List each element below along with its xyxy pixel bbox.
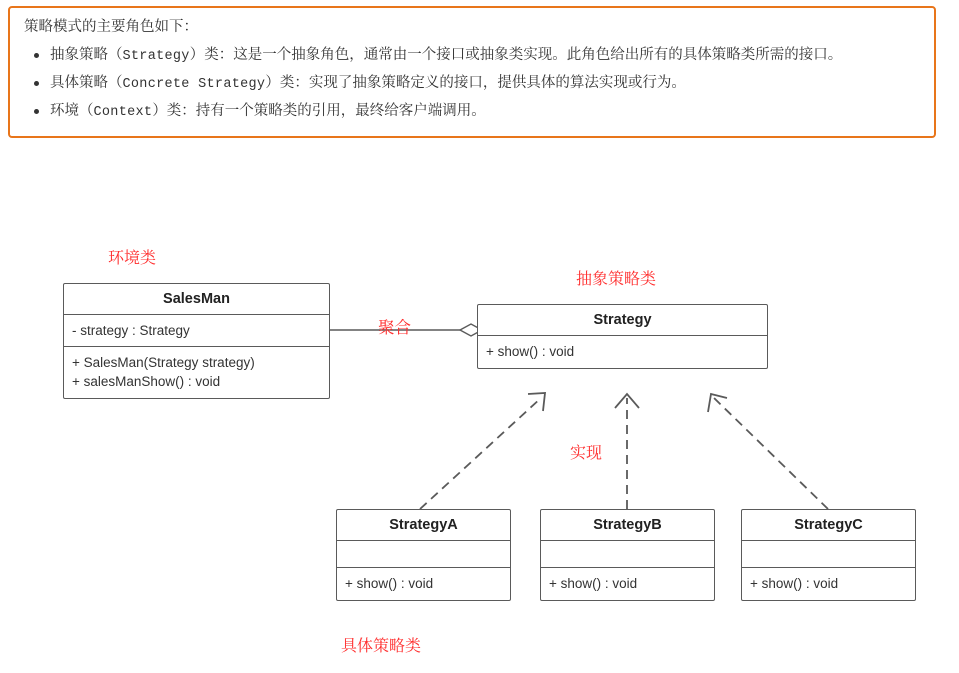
uml-class-diagram (0, 228, 959, 673)
role-code-text: Context (93, 105, 153, 120)
role-prefix-text: 具体策略（ (50, 75, 123, 91)
annotation-concrete-strategy-label: 具体策略类 (341, 638, 422, 655)
role-prefix-text: 抽象策略（ (50, 47, 123, 63)
role-suffix-text: ）类：持有一个策略类的引用，最终给客户端调用。 (152, 103, 486, 119)
class-name: Strategy (478, 305, 767, 336)
role-code-text: Concrete Strategy (122, 77, 266, 92)
class-operations (742, 568, 915, 600)
annotation-context-label: 环境类 (108, 250, 157, 267)
uml-class-strategy (477, 304, 768, 369)
roles-callout-box (8, 6, 936, 138)
class-operations (64, 347, 329, 398)
attribute-row: - strategy : Strategy (72, 323, 190, 338)
list-item (48, 70, 922, 98)
annotation-abstract-strategy-label: 抽象策略类 (576, 271, 657, 288)
class-name: StrategyA (337, 510, 510, 541)
list-item (48, 42, 922, 70)
role-code-text: Strategy (122, 49, 190, 64)
uml-class-strategyb (540, 509, 715, 601)
realization-connector-c (708, 394, 828, 509)
class-attributes (742, 541, 915, 568)
operation-row: + SalesMan(Strategy strategy) (72, 355, 255, 370)
realization-connector-a (420, 393, 545, 509)
class-name: StrategyC (742, 510, 915, 541)
operation-row: + show() : void (750, 576, 839, 591)
class-operations (478, 336, 767, 368)
operation-row: + show() : void (549, 576, 638, 591)
realization-connector-b (615, 394, 639, 509)
uml-class-salesman (63, 283, 330, 399)
class-operations (541, 568, 714, 600)
callout-intro-text: 策略模式的主要角色如下： (24, 19, 198, 35)
class-name: StrategyB (541, 510, 714, 541)
uml-class-strategya (336, 509, 511, 601)
class-attributes (64, 315, 329, 347)
operation-row: + show() : void (345, 576, 434, 591)
role-prefix-text: 环境（ (50, 103, 94, 119)
class-operations (337, 568, 510, 600)
operation-row: + show() : void (486, 344, 575, 359)
role-suffix-text: ）类：这是一个抽象角色，通常由一个接口或抽象类实现。此角色给出所有的具体策略类所需的接口。 (189, 47, 843, 63)
class-attributes (337, 541, 510, 568)
class-attributes (541, 541, 714, 568)
uml-class-strategyc (741, 509, 916, 601)
roles-list (22, 42, 922, 126)
role-suffix-text: ）类：实现了抽象策略定义的接口，提供具体的算法实现或行为。 (265, 75, 686, 91)
list-item (48, 98, 922, 126)
annotation-realize-label: 实现 (570, 445, 603, 462)
operation-row: + salesManShow() : void (72, 374, 221, 389)
class-name: SalesMan (64, 284, 329, 315)
annotation-aggregation-label: 聚合 (378, 318, 411, 337)
